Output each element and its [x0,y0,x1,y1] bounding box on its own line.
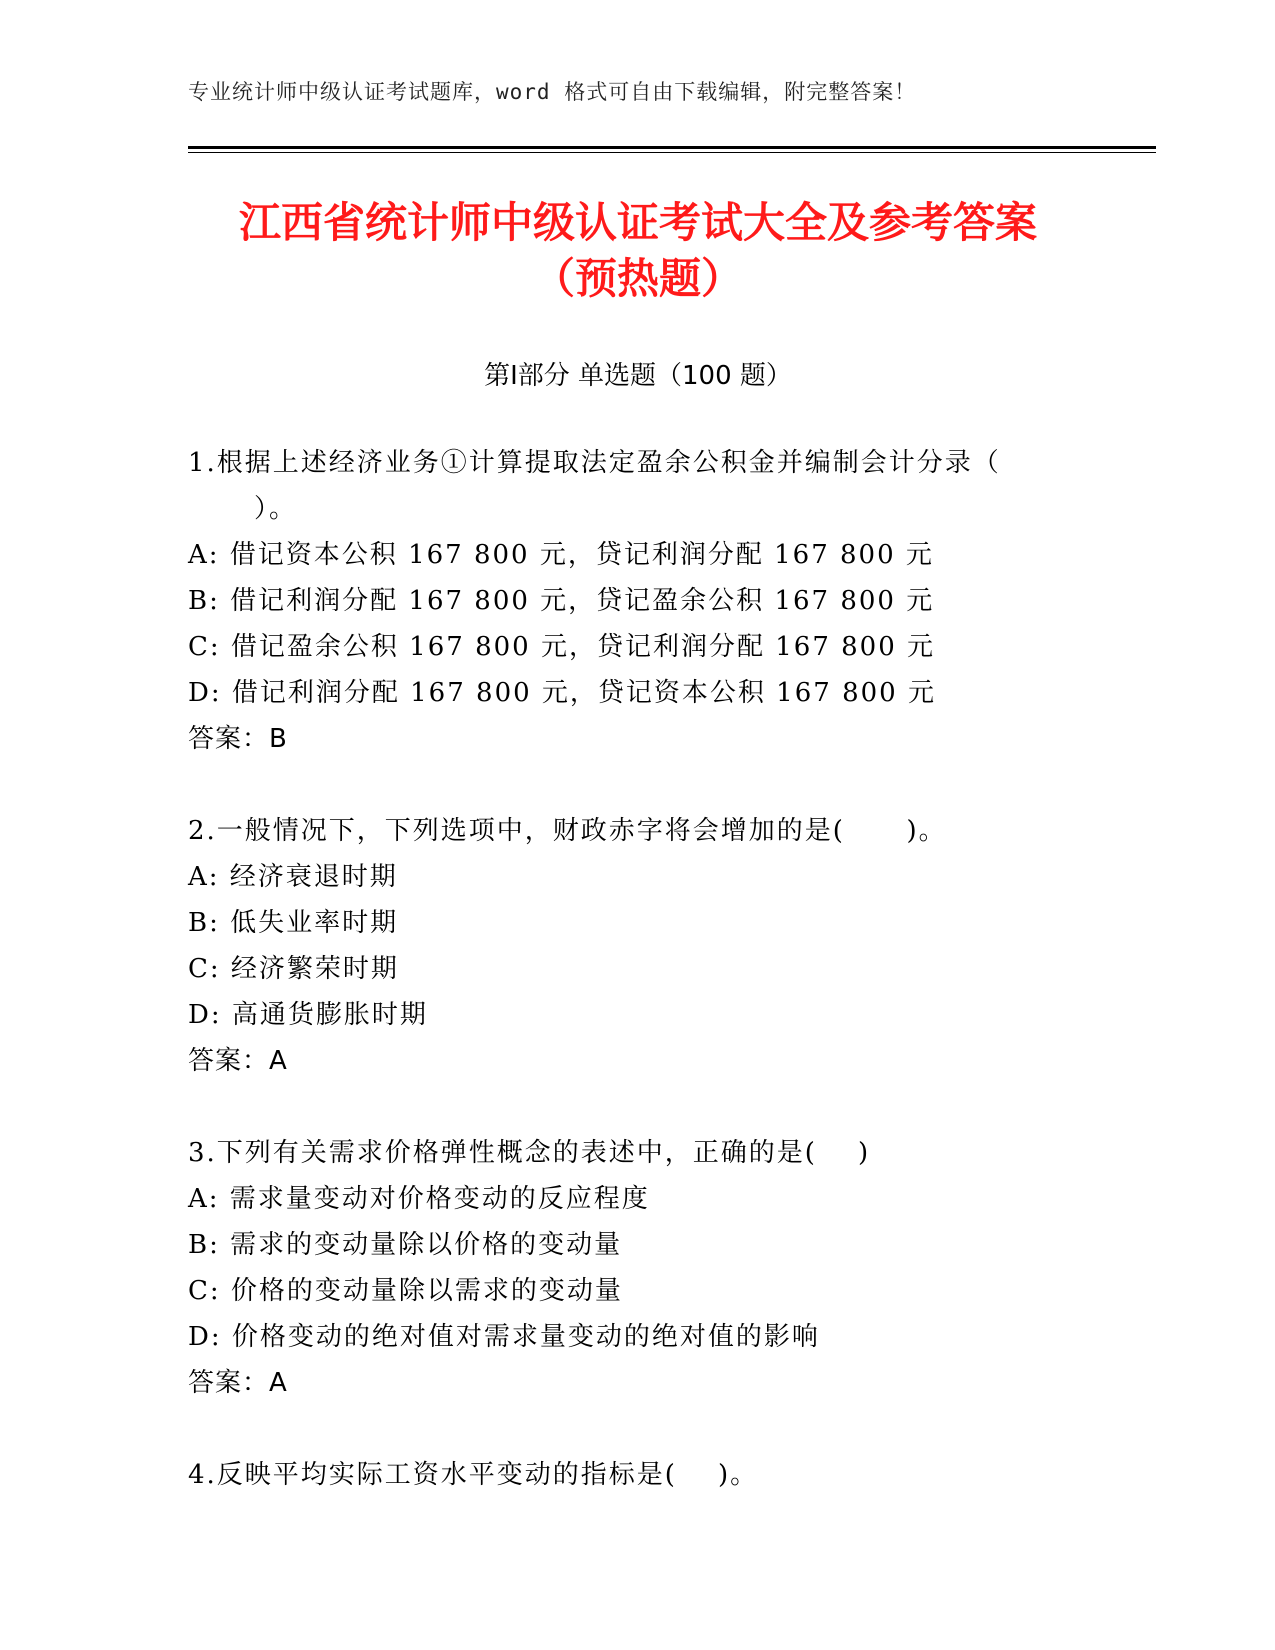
question-stem-continued: ）。 [254,494,298,524]
option-c: C: 经济繁荣时期 [188,954,399,984]
option-d: D: 高通货膨胀时期 [188,1000,428,1030]
title-line-2: （预热题） [532,254,743,303]
answer: 答案：A [188,1368,288,1398]
answer: 答案：B [188,724,288,754]
question-stem: 2.一般情况下，下列选项中，财政赤字将会增加的是( )。 [188,816,947,846]
question-stem: 3.下列有关需求价格弹性概念的表述中，正确的是( ) [188,1138,871,1168]
question-stem: 4.反映平均实际工资水平变动的指标是( )。 [188,1460,759,1490]
question-1 [188,440,1088,762]
question-list [188,440,1088,1544]
header-rule-thick [188,146,1156,149]
option-c: C: 价格的变动量除以需求的变动量 [188,1276,623,1306]
option-b: B: 需求的变动量除以价格的变动量 [188,1230,623,1260]
option-a: A: 经济衰退时期 [188,862,398,892]
title-line-1: 江西省统计师中级认证考试大全及参考答案 [238,198,1037,247]
question-stem: 1.根据上述经济业务①计算提取法定盈余公积金并编制会计分录（ [188,448,1001,478]
option-b: B: 低失业率时期 [188,908,399,938]
option-b: B: 借记利润分配 167 800 元，贷记盈余公积 167 800 元 [188,586,935,616]
section-title: 第Ⅰ部分 单选题（100 题） [484,361,792,391]
header-rule-thin [188,152,1156,153]
option-d: D: 借记利润分配 167 800 元，贷记资本公积 167 800 元 [188,678,936,708]
header-note: 专业统计师中级认证考试题库，word 格式可自由下载编辑，附完整答案！ [188,80,917,104]
option-a: A: 需求量变动对价格变动的反应程度 [188,1184,650,1214]
option-a: A: 借记资本公积 167 800 元，贷记利润分配 167 800 元 [188,540,934,570]
question-3 [188,1130,1088,1406]
document-title [188,195,1088,307]
option-d: D: 价格变动的绝对值对需求量变动的绝对值的影响 [188,1322,820,1352]
question-2 [188,808,1088,1084]
question-4 [188,1452,1088,1498]
answer: 答案：A [188,1046,288,1076]
option-c: C: 借记盈余公积 167 800 元，贷记利润分配 167 800 元 [188,632,936,662]
